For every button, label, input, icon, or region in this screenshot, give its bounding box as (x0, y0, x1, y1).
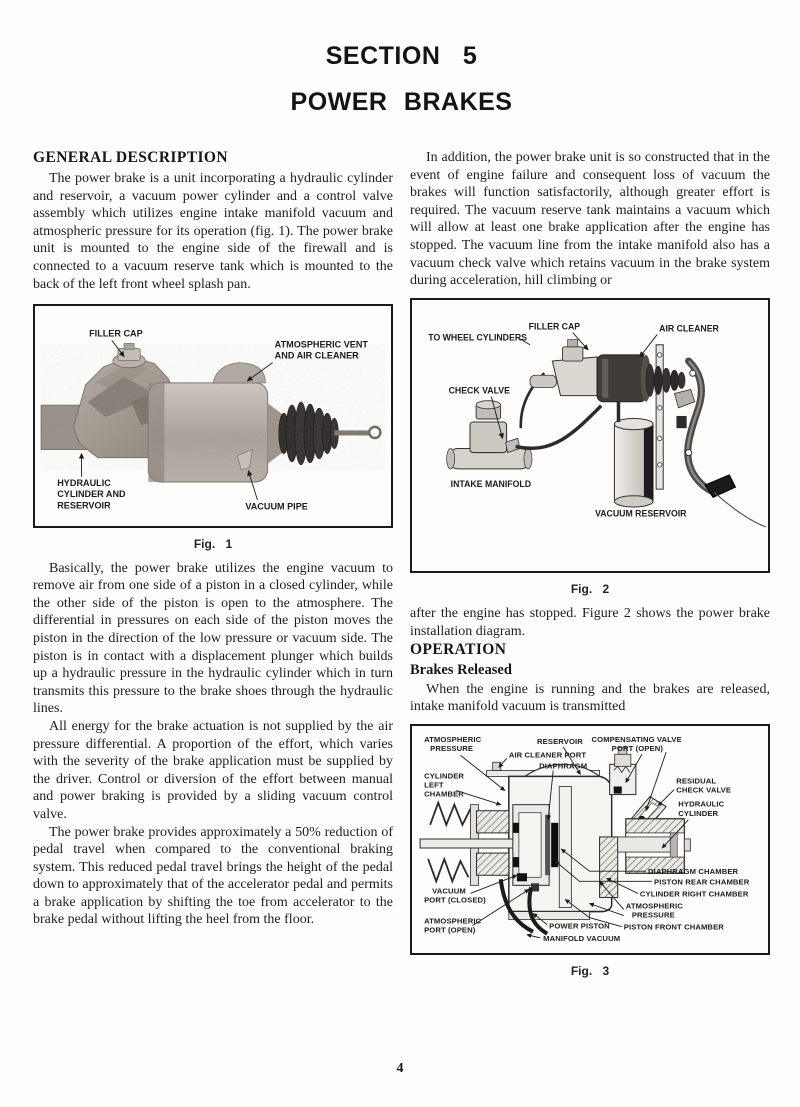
two-column-body (33, 149, 770, 987)
svg-text:CYLINDER AND: CYLINDER AND (57, 489, 126, 500)
svg-text:PORT (OPEN): PORT (OPEN) (424, 925, 476, 935)
diagram-artwork (447, 339, 766, 526)
svg-text:PORT (CLOSED): PORT (CLOSED) (424, 895, 486, 905)
paragraph: The power brake provides approximately a 50% reduction of pedal travel when compared to the conventional braking system. This reduced pedal travel brings the height of the pedal down to approximately that of the accelerator pedal and permits a brake application by shifting the toe from accelerator to the brake pedal without lifting the heel from the floor. (33, 824, 393, 928)
air-cleaner-label: AIR CLEANER (659, 323, 719, 334)
to-wheel-cylinders-label: TO WHEEL CYLINDERS (428, 332, 527, 343)
brake-pedal (674, 361, 766, 527)
svg-text:PORT (OPEN): PORT (OPEN) (611, 743, 663, 753)
paragraph: The power brake is a unit incorporating a hydraulic cylinder and reservoir, a vacuum power cylinder and a control valve assembly which utilizes engine intake manifold vacuum and atmospheric pressure for its operation (fig. 1). The power brake unit is mounted to the engine side of the firewall and is connected to a vacuum reserve tank which is mounted to the back of the left front wheel splash pan. (33, 171, 393, 292)
vacuum-reservoir-part (614, 418, 653, 506)
operation-heading: OPERATION (410, 640, 507, 658)
left-column (33, 149, 393, 987)
air-cleaner-port-label: AIR CLEANER PORT (508, 749, 587, 759)
figure-3-frame (410, 724, 770, 955)
hydraulic-cylinder-label: HYDRAULIC (678, 799, 725, 809)
page-header (33, 42, 770, 117)
svg-text:PRESSURE: PRESSURE (631, 910, 675, 920)
piston-front-chamber-label: PISTON FRONT CHAMBER (623, 922, 724, 932)
brakes-released-heading: Brakes Released (410, 661, 512, 678)
figure-3-caption: Fig. 3 (570, 963, 610, 978)
vacuum-pipe-label: VACUUM PIPE (245, 501, 308, 512)
power-brake-unit (530, 339, 651, 401)
figure-2-caption: Fig. 2 (570, 582, 610, 597)
paragraph: When the engine is running and the brakes are released, intake manifold vacuum is transmitted (410, 681, 770, 715)
filler-cap-label: FILLER CAP (528, 321, 581, 332)
bellows-part (646, 364, 685, 397)
power-brake-unit-photo (35, 306, 391, 525)
figure-3 (410, 724, 770, 978)
manifold-vacuum-label: MANIFOLD VACUUM (543, 933, 621, 943)
svg-text:CYLINDER: CYLINDER (678, 808, 719, 818)
vacuum-port-part (517, 873, 527, 881)
vacuum-port-label: VACUUM (432, 886, 466, 896)
return-spring-upper (430, 802, 470, 824)
intake-manifold-label: INTAKE MANIFOLD (450, 478, 532, 489)
installation-diagram (412, 300, 768, 572)
paragraph: after the engine has stopped. Figure 2 shows the power brake installation diagram. (410, 606, 770, 639)
paragraph: All energy for the brake actuation is not supplied by the air pressure differential. A proportion of the effort, which varies with the severity of the brake application must be supplied by the driver. Control or diversion of the effort between manual and power braking is provided by a sliding vacuum control valve. (33, 718, 393, 822)
compensating-valve-label: COMPENSATING VALVE (591, 734, 682, 744)
atmospheric-pressure-left-label: ATMOSPHERIC (424, 734, 482, 744)
atmospheric-vent-label: ATMOSPHERIC VENT (274, 339, 369, 350)
page-title: POWER BRAKES (290, 88, 513, 116)
figure-2-frame (410, 298, 770, 574)
svg-text:LEFT: LEFT (424, 780, 444, 790)
right-column (410, 149, 770, 987)
figure-2 (410, 298, 770, 597)
figure-1 (33, 304, 393, 550)
cylinder-right-chamber-label: CYLINDER RIGHT CHAMBER (639, 889, 749, 899)
power-piston-label: POWER PISTON (549, 921, 610, 931)
figure-1-frame (33, 304, 393, 527)
svg-text:CHECK VALVE: CHECK VALVE (676, 785, 732, 795)
cylinder-left-chamber-label: CYLINDER (424, 771, 465, 781)
diaphragm-chamber-label: DIAPHRAGM CHAMBER (647, 866, 739, 876)
cross-section-diagram (412, 726, 768, 953)
vacuum-reservoir-label: VACUUM RESERVOIR (595, 508, 687, 519)
section-heading: SECTION 5 (325, 42, 478, 70)
diaphragm-part (551, 823, 558, 867)
input-push-rod (420, 839, 523, 848)
hydraulic-cylinder-part (618, 818, 691, 872)
svg-text:RESERVOIR: RESERVOIR (57, 500, 111, 511)
page-number: 4 (396, 1061, 404, 1076)
figure-1-caption: Fig. 1 (193, 536, 233, 551)
hydraulic-cylinder-label: HYDRAULIC (57, 478, 111, 489)
general-description-heading: GENERAL DESCRIPTION (33, 149, 228, 166)
return-spring-lower (428, 859, 468, 881)
photo-artwork (41, 344, 385, 483)
filler-cap-part (568, 339, 578, 346)
diaphragm-label: DIAPHRAGM (539, 761, 588, 771)
reservoir-label: RESERVOIR (537, 736, 583, 746)
residual-check-valve-label: RESIDUAL (676, 776, 717, 786)
svg-text:PRESSURE: PRESSURE (430, 743, 474, 753)
svg-text:CHAMBER: CHAMBER (424, 789, 464, 799)
svg-text:AND AIR CLEANER: AND AIR CLEANER (274, 350, 359, 361)
check-valve-part (470, 422, 507, 453)
atmospheric-pressure-right-label: ATMOSPHERIC (625, 901, 683, 911)
check-valve-label: CHECK VALVE (448, 385, 510, 396)
atmospheric-port-label: ATMOSPHERIC (424, 916, 482, 926)
piston-rear-chamber-label: PISTON REAR CHAMBER (654, 877, 750, 887)
paragraph: In addition, the power brake unit is so constructed that in the event of engine failure and consequent loss of vacuum the brakes will function satisfactorily, although greater effort is required. The vacuum reserve tank maintains a vacuum which will allow at least one brake application after the engine has stopped. The vacuum line from the intake manifold also has a vacuum check valve which retains vacuum in the brake system during acceleration, hill climbing or (410, 150, 770, 289)
paragraph: Basically, the power brake utilizes the engine vacuum to remove air from one side of a piston in a closed cylinder, while the other side of the piston is open to the atmosphere. The differential in pressures on each side of the piston moves the piston in the direction of the low pressure or vacuum side. The piston is in contact with a displacement plunger which builds up a hydraulic pressure in the hydraulic cylinder which in turn transmits this pressure to the brake shoes through the hydraulic lines. (33, 560, 393, 717)
intake-manifold-part (447, 400, 532, 468)
filler-cap-label: FILLER CAP (89, 328, 143, 339)
